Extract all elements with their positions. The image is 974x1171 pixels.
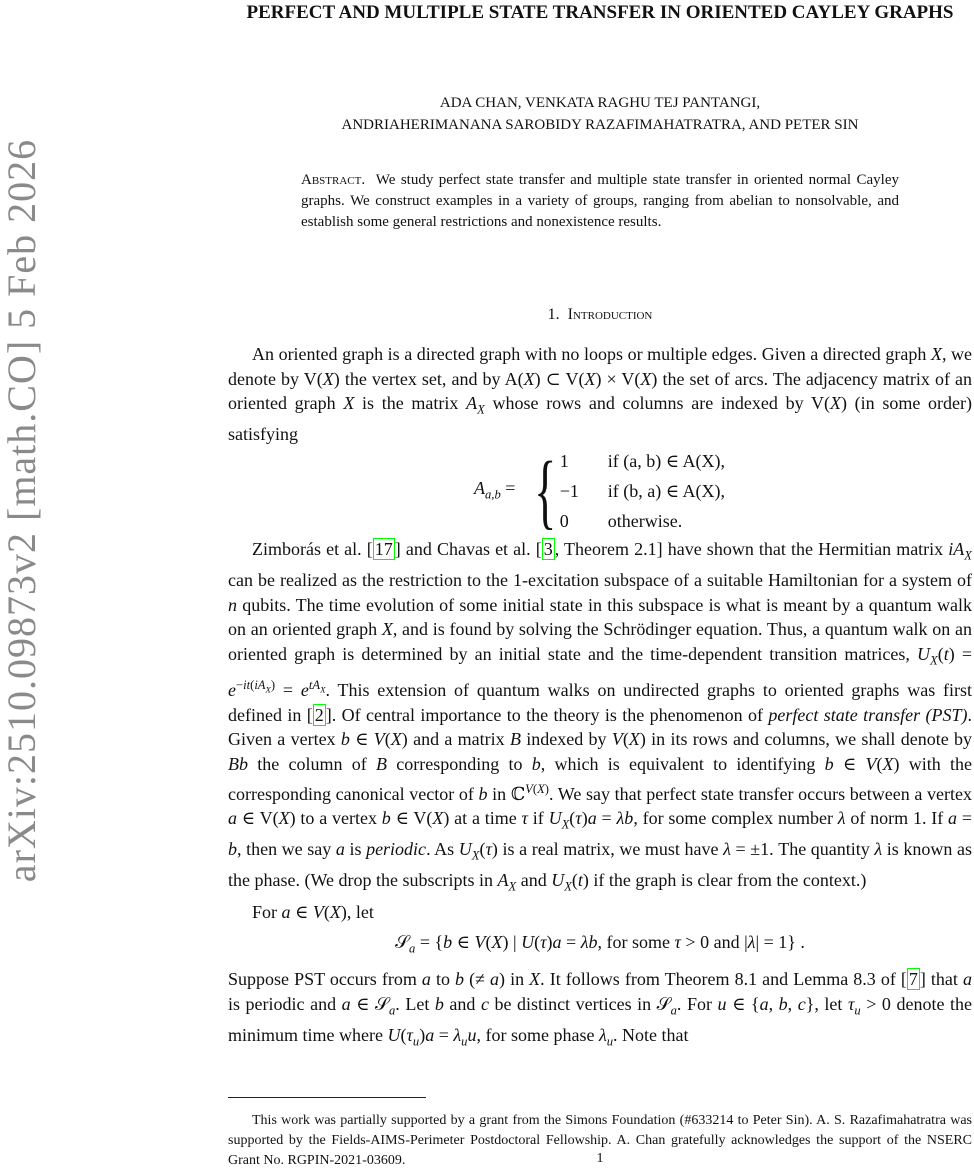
case-condition: if (a, b) ∈ A(X), xyxy=(607,450,726,471)
equation-cases xyxy=(560,447,725,537)
section-heading xyxy=(228,304,972,326)
paper-body xyxy=(228,342,972,1054)
paragraph: Zimborás et al. [ 17 ] and Chavas et al. [ 3 , Theorem 2.1] have shown that the Hermitian matrix $iA_X$ can be realized as the restriction to the 1-excitation subspace of a suitable Hamiltonian for a system of n qubits. The time evolution of some initial state in this subspace is what is meant by a quantum walk on an oriented graph X, and is found by solving the Schrödinger equation. Thus, a quantum walk on an oriented graph is determined by an initial state and the time-dependent transition matrices, $U_X(t) = e^{-it(iA_X)} = e^{tA_X}$. This extension of quantum walks on undirected graphs to oriented graphs was first defined in [ 2 ]. Of central importance to the theory is the phenomenon of perfect state transfer (PST). Given a vertex b ∈ V(X) and a matrix B indexed by V(X) in its rows and columns, we shall denote by Bb the column of B corresponding to b, which is equivalent to identifying b ∈ V(X) with the corresponding canonical vector of b in ℂ$^{V(X)}$. We say that perfect state transfer occurs between a vertex a ∈ V(X) to a vertex b ∈ V(X) at a time τ if $U_X(\tau)a = \lambda b$, for some complex number λ of norm 1. If a = b, then we say a is periodic. As $U_X(\tau)$ is a real matrix, we must have λ = ±1. The quantity λ is known as the phase. (We drop the subscripts in $A_X$ and $U_X(t)$ if the graph is clear from the context.) xyxy=(228,538,973,895)
set-equation: 𝒮$_a$ = {b ∈ V(X) | U(τ)a = λb, for some τ > 0 and |λ| = 1} . xyxy=(395,932,805,956)
adjacency-equation xyxy=(474,444,972,538)
section-title: Introduction xyxy=(567,306,653,323)
equation-case xyxy=(560,477,725,507)
equation-case xyxy=(560,507,725,537)
equation-case xyxy=(560,447,725,477)
citation-link[interactable]: 7 xyxy=(908,969,918,990)
case-condition: otherwise. xyxy=(607,510,683,531)
arxiv-stamp: arXiv:2510.09873v2 [math.CO] 5 Feb 2026 xyxy=(0,138,45,882)
paragraph: For a ∈ V(X), let xyxy=(252,901,374,922)
paper-title: PERFECT AND MULTIPLE STATE TRANSFER IN ORIENTED CAYLEY GRAPHS xyxy=(246,2,954,23)
case-condition: if (b, a) ∈ A(X), xyxy=(607,480,726,501)
page-number: 1 xyxy=(596,1151,604,1166)
authors xyxy=(228,92,972,136)
footnote-rule xyxy=(228,1097,426,1098)
abstract-text: We study perfect state transfer and multiple state transfer in oriented normal Cayley graphs. We construct examples in a variety of groups, ranging from abelian to nonsolvable, and establish some general restrictions and nonexistence results. xyxy=(301,172,900,230)
authors-line-1: ADA CHAN, VENKATA RAGHU TEJ PANTANGI, xyxy=(439,95,761,111)
brace-symbol: { xyxy=(534,444,557,538)
citation-link[interactable]: 17 xyxy=(374,538,393,559)
authors-line-2: ANDRIAHERIMANANA SAROBIDY RAZAFIMAHATRATRA, AND PETER SIN xyxy=(341,117,859,133)
abstract-label: Abstract. xyxy=(301,172,366,188)
case-value: 0 xyxy=(559,510,569,531)
section-number: 1. xyxy=(547,306,560,323)
case-value: −1 xyxy=(559,480,579,501)
paragraph: Suppose PST occurs from a to b (≠ a) in X. It follows from Theorem 8.1 and Lemma 8.3 of [ 7 ] that a is periodic and a ∈ 𝒮$_a$. Let b and c be distinct vertices in 𝒮$_a$. For u ∈ {a, b, c}, let $\tau_u > 0$ denote the minimum time where $U(\tau_u)a = \lambda_uu$, for some phase $\lambda_u$. Note that xyxy=(228,969,973,1049)
citation-link[interactable]: 2 xyxy=(314,704,324,725)
paragraph: An oriented graph is a directed graph with no loops or multiple edges. Given a directed graph X, we denote by V(X) the vertex set, and by A(X) ⊂ V(X) × V(X) the set of arcs. The adjacency matrix of an oriented graph X is the matrix $A_X$ whose rows and columns are indexed by V(X) (in some order) satisfying xyxy=(228,344,972,445)
equation-lhs: $A_{a,b}$ = xyxy=(474,478,516,502)
citation-note: Theorem 2.1 xyxy=(564,538,657,559)
citation-link[interactable]: 3 xyxy=(543,538,553,559)
footnote-text: This work was partially supported by a grant from the Simons Foundation (#633214 to Peter Sin). A. S. Razafimahatratra was supported by the Fields-AIMS-Perimeter Postdoctoral Fellowship. A. Chan gratefully acknowledges the support of the NSERC Grant No. RGPIN-2021-03609. xyxy=(228,1113,972,1168)
abstract xyxy=(301,170,899,233)
case-value: 1 xyxy=(559,450,569,471)
